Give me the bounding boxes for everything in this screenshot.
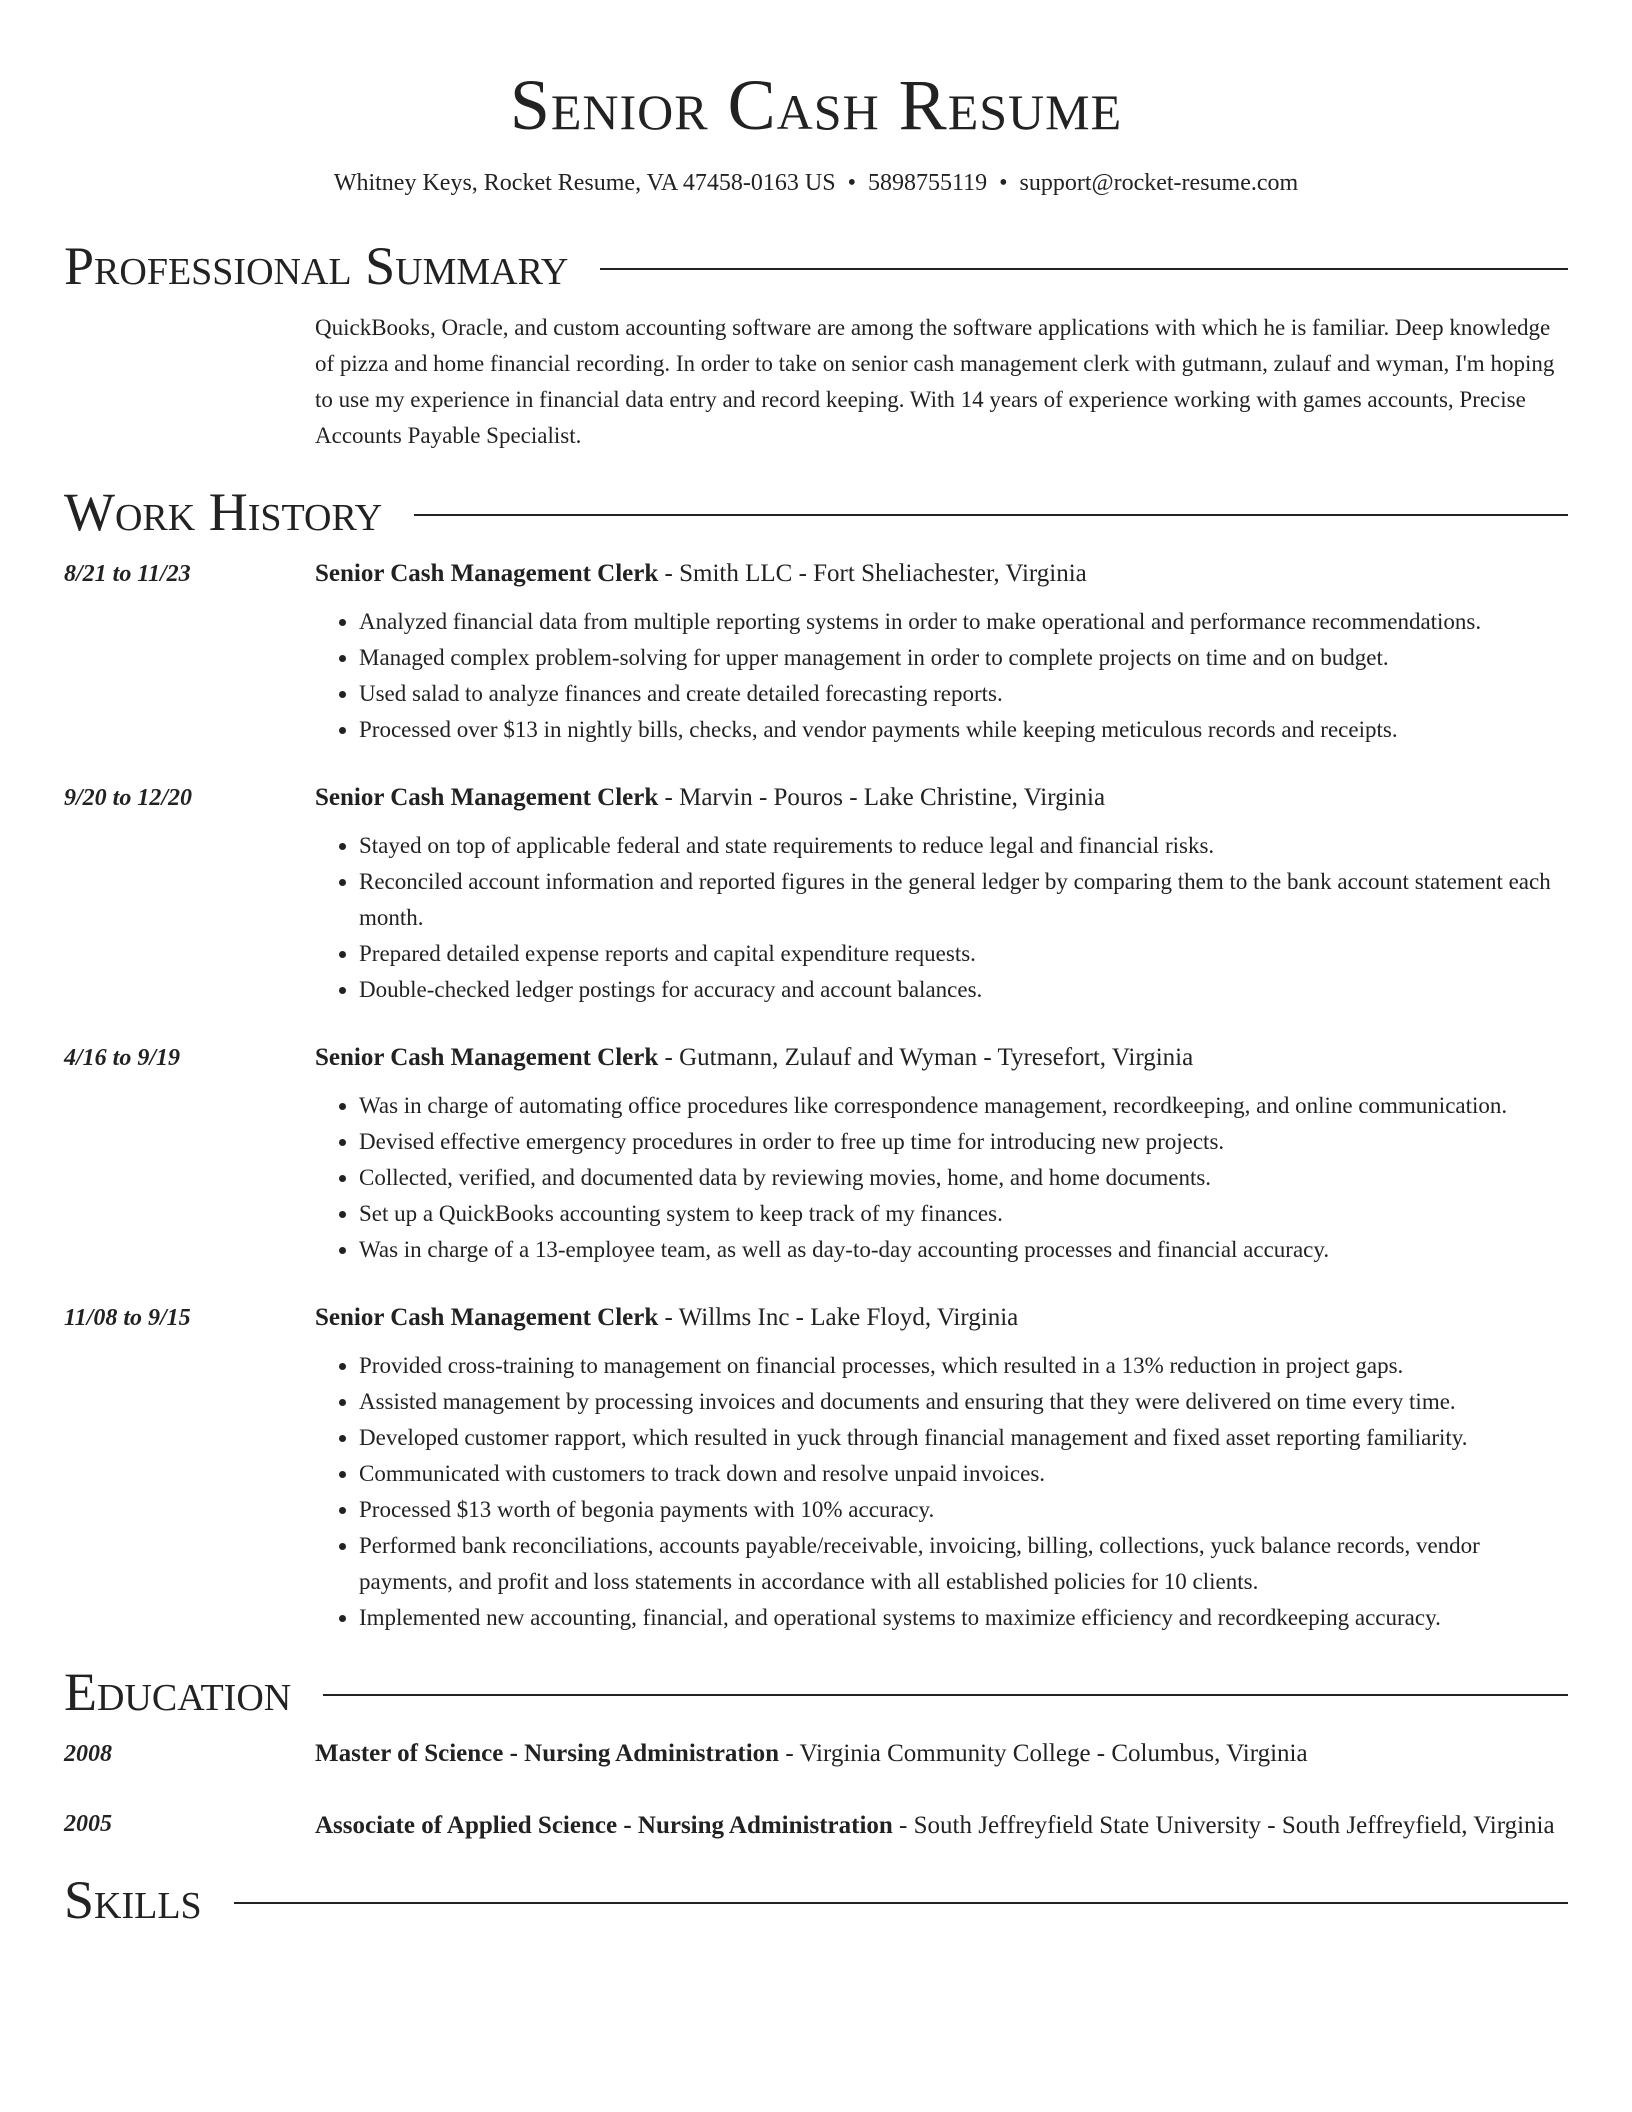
list-item: • Was in charge of automating office procedures like correspondence management, recordkeeping, and online communication. (359, 1088, 1568, 1124)
work-heading (315, 1300, 1568, 1336)
work-heading (315, 1040, 1568, 1076)
education-heading (315, 1806, 1568, 1846)
list-item: • Processed over $13 in nightly bills, checks, and vendor payments while keeping meticulous records and receipts. (359, 712, 1568, 748)
contact-line (64, 168, 1568, 198)
list-item: • Implemented new accounting, financial, and operational systems to maximize efficiency and recordkeeping accuracy. (359, 1600, 1568, 1636)
education-entry (64, 1736, 1568, 1772)
education-year: 2008 (64, 1741, 112, 1767)
work-heading (315, 780, 1568, 816)
job-title: Senior Cash Management Clerk (315, 784, 659, 811)
contact-phone: 5898755119 (867, 170, 988, 196)
list-item: • Assisted management by processing invoices and documents and ensuring that they were delivered on time every time. (359, 1384, 1568, 1420)
list-item: • Performed bank reconciliations, accounts payable/receivable, invoicing, billing, collections, yuck balance records, vendor payments, and profit and loss statements in accordance with all established policies for 10 clients. (359, 1528, 1568, 1600)
page-title: Senior Cash Resume (509, 65, 1123, 145)
education-year: 2005 (64, 1811, 112, 1837)
work-dates: 8/21 to 11/23 (64, 561, 191, 587)
degree-title: Associate of Applied Science - Nursing Administration (315, 1812, 893, 1839)
work-body (315, 1040, 1568, 1268)
work-dates: 9/20 to 12/20 (64, 785, 193, 811)
section-title-skills: Skills (64, 1870, 202, 1930)
degree-title: Master of Science - Nursing Administration (315, 1740, 780, 1767)
work-bullets (315, 1348, 1568, 1636)
contact-address: Whitney Keys, Rocket Resume, VA 47458-0163 US (333, 170, 836, 196)
degree-details: - Virginia Community College - Columbus, Virginia (779, 1740, 1308, 1767)
list-item: • Used salad to analyze finances and create detailed forecasting reports. (359, 676, 1568, 712)
work-history-list (64, 556, 1568, 1636)
section-divider (234, 1902, 1568, 1904)
job-details: - Smith LLC - Fort Sheliachester, Virginia (658, 560, 1087, 587)
list-item: • Was in charge of a 13-employee team, as well as day-to-day accounting processes and financial accuracy. (359, 1232, 1568, 1268)
education-entry (64, 1806, 1568, 1846)
degree-details: - South Jeffreyfield State University - South Jeffreyfield, Virginia (892, 1812, 1555, 1839)
work-bullets (315, 604, 1568, 748)
section-title-work: Work History (64, 482, 383, 542)
education-heading (315, 1736, 1568, 1772)
education-body (315, 1806, 1568, 1846)
contact-email[interactable]: support@rocket-resume.com (1019, 170, 1299, 196)
list-item: • Developed customer rapport, which resulted in yuck through financial management and fixed asset reporting familiarity. (359, 1420, 1568, 1456)
work-heading (315, 556, 1568, 592)
section-header-work (64, 482, 1568, 542)
section-divider (600, 268, 1568, 270)
job-title: Senior Cash Management Clerk (315, 1044, 659, 1071)
job-title: Senior Cash Management Clerk (315, 560, 659, 587)
list-item: • Double-checked ledger postings for accuracy and account balances. (359, 972, 1568, 1008)
job-details: - Gutmann, Zulauf and Wyman - Tyresefort, Virginia (658, 1044, 1194, 1071)
work-entry (64, 780, 1568, 1008)
list-item: • Prepared detailed expense reports and capital expenditure requests. (359, 936, 1568, 972)
contact-separator: • (847, 170, 856, 196)
work-body (315, 1300, 1568, 1636)
section-divider (323, 1694, 1568, 1696)
section-header-summary (64, 236, 1568, 296)
work-bullets (315, 828, 1568, 1008)
work-body (315, 780, 1568, 1008)
section-title-education: Education (64, 1662, 292, 1722)
section-title-summary: Professional Summary (64, 236, 569, 296)
list-item: • Stayed on top of applicable federal and state requirements to reduce legal and financial risks. (359, 828, 1568, 864)
list-item: • Managed complex problem-solving for upper management in order to complete projects on time and on budget. (359, 640, 1568, 676)
job-title: Senior Cash Management Clerk (315, 1304, 659, 1331)
section-header-education (64, 1662, 1568, 1722)
list-item: • Reconciled account information and reported figures in the general ledger by comparing them to the bank account statement each month. (359, 864, 1568, 936)
list-item: • Devised effective emergency procedures in order to free up time for introducing new projects. (359, 1124, 1568, 1160)
list-item: • Analyzed financial data from multiple reporting systems in order to make operational and performance recommendations. (359, 604, 1568, 640)
contact-separator: • (999, 170, 1008, 196)
section-divider (414, 514, 1568, 516)
work-body (315, 556, 1568, 748)
summary-text: QuickBooks, Oracle, and custom accounting software are among the software applications with which he is familiar. Deep knowledge of pizza and home financial recording. In order to take on senior cash management clerk with gutmann, zulauf and wyman, I'm hoping to use my experience in financial data entry and record keeping. With 14 years of experience working with games accounts, Precise Accounts Payable Specialist. (315, 315, 1555, 448)
work-dates: 11/08 to 9/15 (64, 1305, 191, 1331)
work-entry (64, 1040, 1568, 1268)
list-item: • Provided cross-training to management on financial processes, which resulted in a 13% reduction in project gaps. (359, 1348, 1568, 1384)
education-body (315, 1736, 1568, 1772)
section-header-skills (64, 1870, 1568, 1930)
list-item: • Collected, verified, and documented data by reviewing movies, home, and home documents. (359, 1160, 1568, 1196)
list-item: • Set up a QuickBooks accounting system to keep track of my finances. (359, 1196, 1568, 1232)
work-bullets (315, 1088, 1568, 1268)
work-entry (64, 556, 1568, 748)
work-dates: 4/16 to 9/19 (64, 1045, 181, 1071)
job-details: - Marvin - Pouros - Lake Christine, Virginia (658, 784, 1106, 811)
work-entry (64, 1300, 1568, 1636)
job-details: - Willms Inc - Lake Floyd, Virginia (658, 1304, 1019, 1331)
list-item: • Processed $13 worth of begonia payments with 10% accuracy. (359, 1492, 1568, 1528)
list-item: • Communicated with customers to track down and resolve unpaid invoices. (359, 1456, 1568, 1492)
